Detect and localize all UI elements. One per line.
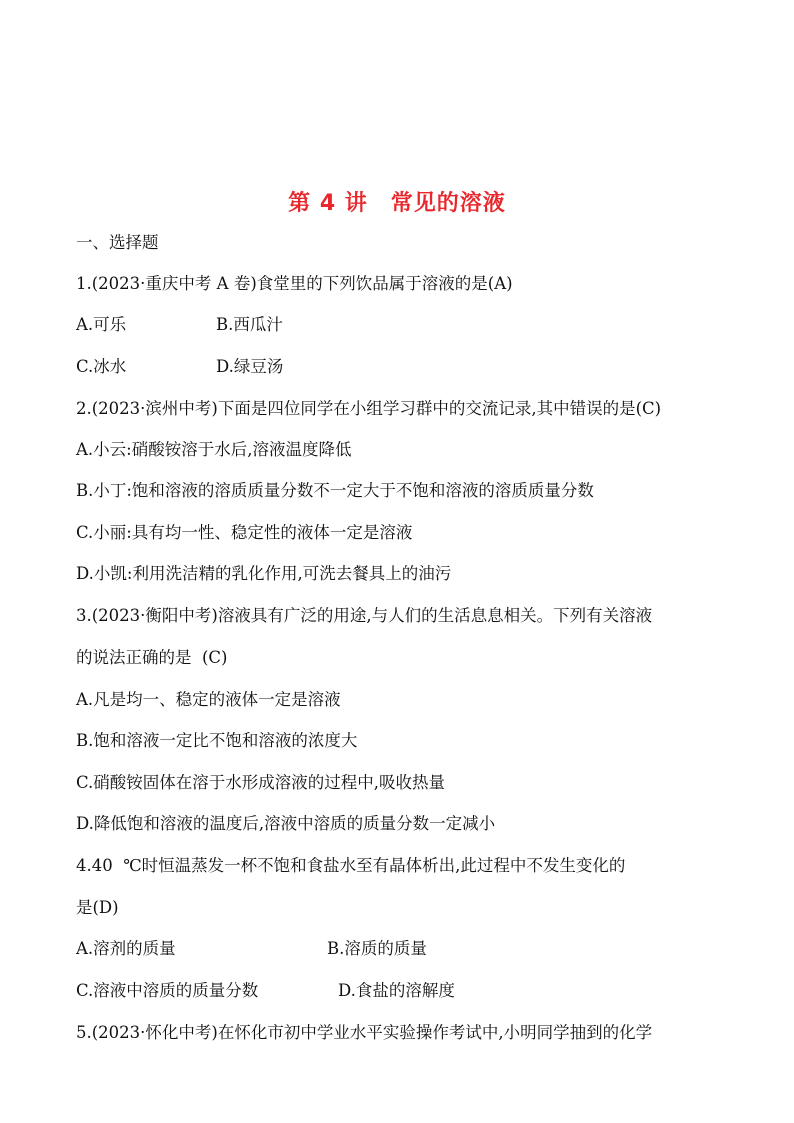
q4-option-c: C.溶液中溶质的质量分数 <box>76 981 259 1000</box>
q2-option-b: B.小丁:饱和溶液的溶质质量分数不一定大于不饱和溶液的溶质质量分数 <box>76 481 594 500</box>
q1-option-a: A.可乐 <box>76 315 127 334</box>
q4-option-a: A.溶剂的质量 <box>76 939 176 958</box>
q3-option-d: D.降低饱和溶液的温度后,溶液中溶质的质量分数一定减小 <box>76 814 496 833</box>
q2-stem: 2.(2023·滨州中考)下面是四位同学在小组学习群中的交流记录,其中错误的是(C) <box>76 399 662 418</box>
q4-option-b: B.溶质的质量 <box>327 939 427 958</box>
q1-stem: 1.(2023·重庆中考 A 卷)食堂里的下列饮品属于溶液的是(A) <box>76 274 513 293</box>
q1-option-c: C.冰水 <box>76 357 127 376</box>
q4-stem-line1: 4.40 ℃时恒温蒸发一杯不饱和食盐水至有晶体析出,此过程中不发生变化的 <box>76 856 626 875</box>
q3-stem-line1: 3.(2023·衡阳中考)溶液具有广泛的用途,与人们的生活息息相关。下列有关溶液 <box>76 606 653 625</box>
q1-option-b: B.西瓜汁 <box>216 315 283 334</box>
q3-option-b: B.饱和溶液一定比不饱和溶液的浓度大 <box>76 731 358 750</box>
q5-stem-line1: 5.(2023·怀化中考)在怀化市初中学业水平实验操作考试中,小明同学抽到的化学 <box>76 1023 653 1042</box>
q3-stem-line2: 的说法正确的是 (C) <box>76 648 228 667</box>
q4-stem-line2: 是(D) <box>76 898 119 917</box>
section-heading: 一、选择题 <box>76 233 159 252</box>
q3-option-c: C.硝酸铵固体在溶于水形成溶液的过程中,吸收热量 <box>76 773 446 792</box>
q3-option-a: A.凡是均一、稳定的液体一定是溶液 <box>76 690 341 709</box>
q2-option-d: D.小凯:利用洗洁精的乳化作用,可洗去餐具上的油污 <box>76 564 452 583</box>
q2-option-a: A.小云:硝酸铵溶于水后,溶液温度降低 <box>76 440 352 459</box>
q1-option-d: D.绿豆汤 <box>216 357 284 376</box>
page-title: 第 4 讲 常见的溶液 <box>288 191 506 216</box>
q4-option-d: D.食盐的溶解度 <box>338 981 455 1000</box>
q2-option-c: C.小丽:具有均一性、稳定性的液体一定是溶液 <box>76 523 413 542</box>
